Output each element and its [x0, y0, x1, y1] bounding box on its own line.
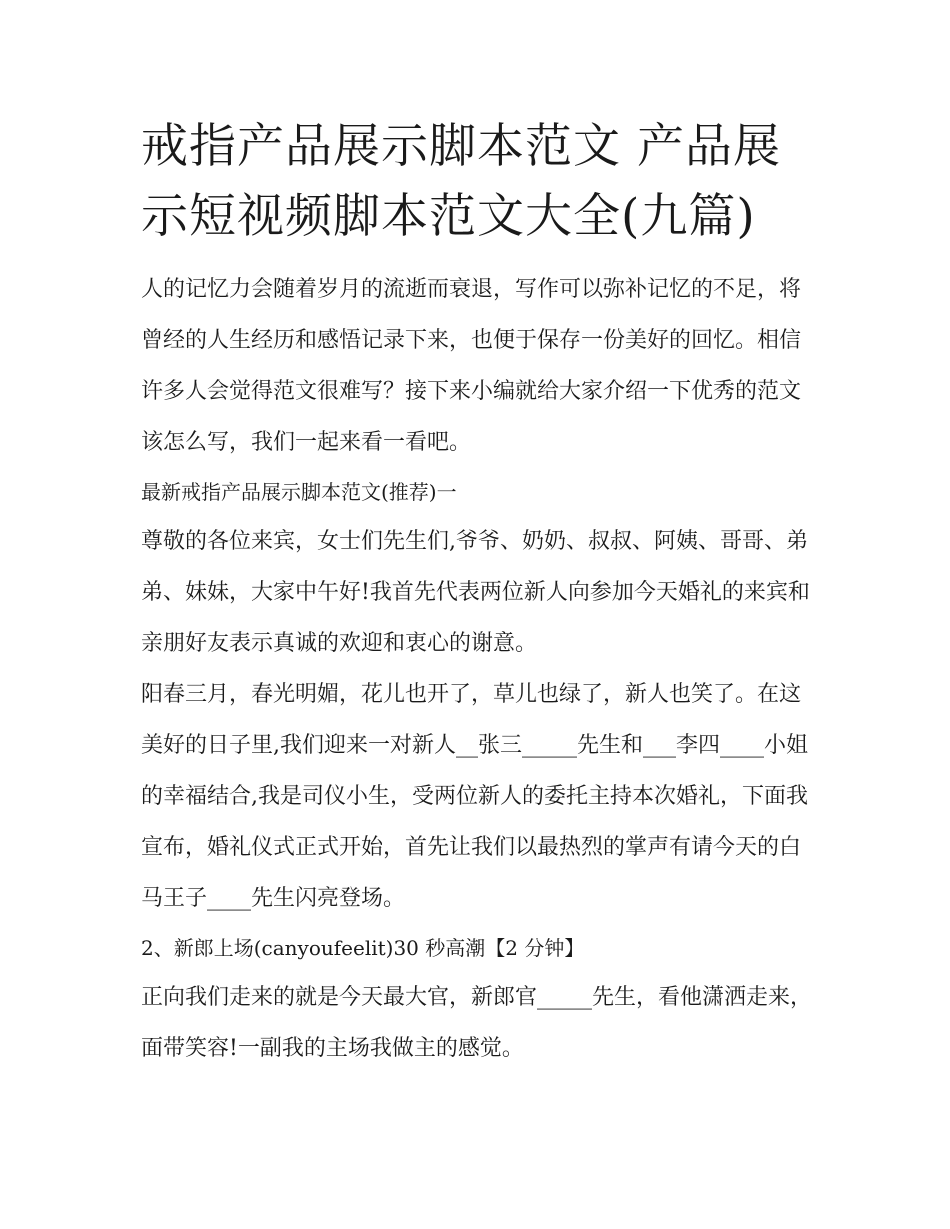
closing-paragraph: 正向我们走来的就是今天最大官，新郎官_____先生，看他潇洒走来，面带笑容!一副我的主场我做主的感觉。 [141, 985, 813, 1061]
section-heading: 最新戒指产品展示脚本范文(推荐)一 [141, 480, 457, 504]
document-page [141, 112, 821, 1074]
welcome-paragraph: 尊敬的各位来宾，女士们先生们,爷爷、奶奶、叔叔、阿姨、哥哥、弟弟、妹妹，大家中午好!我首先代表两位新人向参加今天婚礼的来宾和亲朋好友表示真诚的欢迎和衷心的谢意。 [141, 529, 810, 656]
step-heading: 2、新郎上场(canyoufeelit)30 秒高潮【2 分钟】 [141, 936, 585, 960]
ceremony-paragraph: 阳春三月，春光明媚，花儿也开了，草儿也绿了，新人也笑了。在这美好的日子里,我们迎来一对新人__张三_____先生和___李四____小姐的幸福结合,我是司仪小生，受两位新人的委托主持本次婚礼，下面我宣布，婚礼仪式正式开始，首先让我们以最热烈的掌声有请今天的白马王子____先生闪亮登场。 [141, 682, 808, 911]
document-title: 戒指产品展示脚本范文 产品展 示短视频脚本范文大全(九篇) [141, 119, 781, 244]
intro-paragraph: 人的记忆力会随着岁月的流逝而衰退，写作可以弥补记忆的不足，将曾经的人生经历和感悟记录下来，也便于保存一份美好的回忆。相信许多人会觉得范文很难写？接下来小编就给大家介绍一下优秀的范文该怎么写，我们一起来看一看吧。 [141, 277, 802, 455]
